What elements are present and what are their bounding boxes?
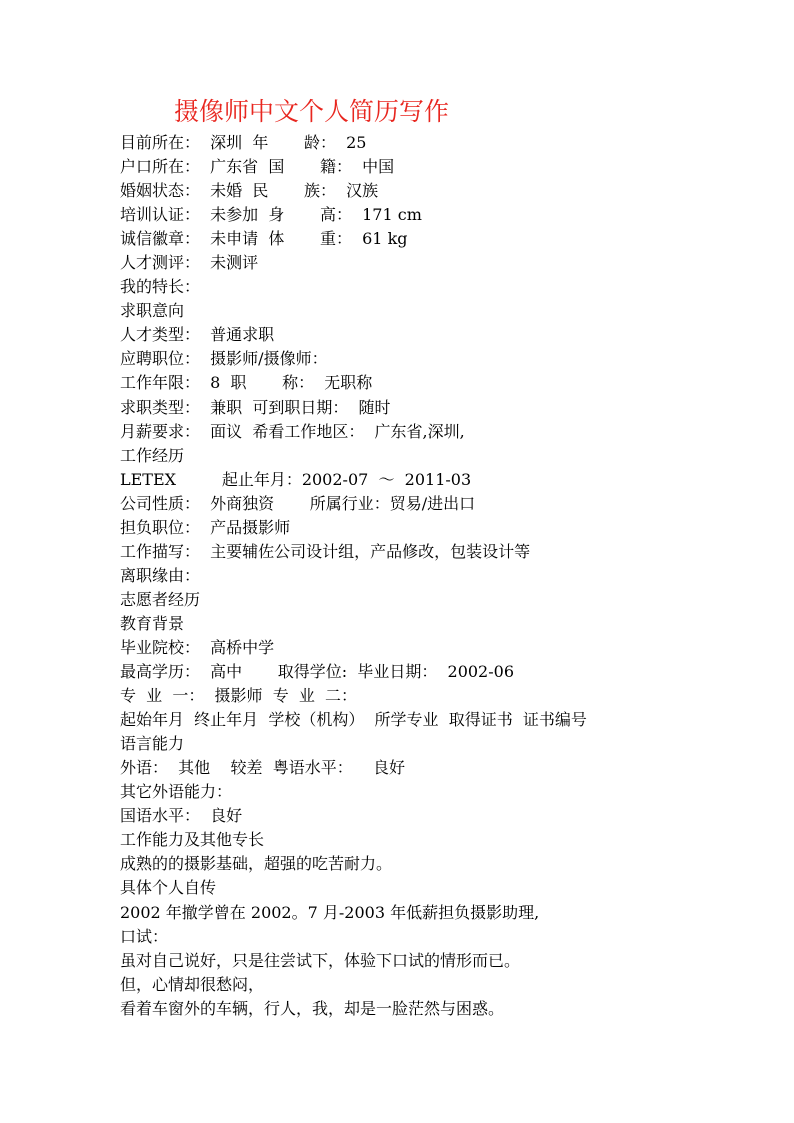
text-line: 专 业 一： 摄影师 专 业 二：	[120, 686, 358, 706]
text-line: 户口所在： 广东省 国 籍： 中国	[120, 157, 395, 177]
text-line: 求职意向	[120, 301, 185, 321]
text-line: 求职类型： 兼职 可到职日期： 随时	[120, 397, 391, 417]
text-line: 毕业院校： 高桥中学	[120, 637, 275, 657]
text-line: 最高学历： 高中 取得学位: 毕业日期： 2002-06	[120, 662, 514, 682]
text-line: 看着车窗外的车辆，行人，我，却是一脸茫然与困惑。	[120, 998, 505, 1018]
text-line: 2002 年撤学曾在 2002。7 月-2003 年低薪担负摄影助理,	[120, 902, 540, 922]
resume-body	[120, 131, 780, 1021]
text-line: 婚姻状态： 未婚 民 族： 汉族	[120, 181, 379, 201]
text-line: 工作描写： 主要辅佐公司设计组，产品修改，包装设计等	[120, 541, 531, 561]
text-line: 月薪要求： 面议 希看工作地区： 广东省,深圳,	[120, 421, 465, 441]
text-line: 工作经历	[120, 445, 185, 465]
text-line: 教育背景	[120, 613, 185, 633]
text-line: 口试：	[120, 926, 169, 946]
text-line: 语言能力	[120, 734, 185, 754]
text-line: 我的特长：	[120, 277, 201, 297]
text-line: 志愿者经历	[120, 589, 201, 609]
text-line: 国语水平： 良好	[120, 806, 243, 826]
text-line: 离职缘由：	[120, 565, 201, 585]
text-line: 工作能力及其他专长	[120, 830, 265, 850]
text-line: 担负职位： 产品摄影师	[120, 517, 291, 537]
text-line: 人才类型： 普通求职	[120, 325, 275, 345]
text-line: 人才测评： 未测评	[120, 253, 259, 273]
text-line: 工作年限： 8 职 称： 无职称	[120, 373, 373, 393]
text-line: 外语： 其他 较差 粤语水平： 良好	[120, 758, 406, 778]
text-line: 培训认证： 未参加 身 高： 171 cm	[120, 205, 422, 225]
text-line: 起始年月 终止年月 学校（机构） 所学专业 取得证书 证书编号	[120, 710, 587, 730]
text-line: 目前所在： 深圳 年 龄： 25	[120, 133, 367, 152]
text-line: 成熟的的摄影基础，超强的吃苦耐力。	[120, 854, 393, 874]
text-line: 应聘职位： 摄影师/摄像师：	[120, 349, 328, 369]
text-line: 具体个人自传	[120, 878, 217, 898]
text-line: 虽对自己说好，只是往尝试下，体验下口试的情形而已。	[120, 950, 521, 970]
text-line: 其它外语能力：	[120, 782, 233, 802]
document-title: 摄像师中文个人简历写作	[174, 97, 450, 126]
text-line: LETEX 起止年月：2002-07 ～ 2011-03	[120, 469, 472, 489]
text-line: 但，心情却很愁闷，	[120, 974, 265, 994]
text-line: 诚信徽章： 未申请 体 重： 61 kg	[120, 229, 408, 249]
text-line: 公司性质： 外商独资 所属行业：贸易/进出口	[120, 493, 476, 513]
